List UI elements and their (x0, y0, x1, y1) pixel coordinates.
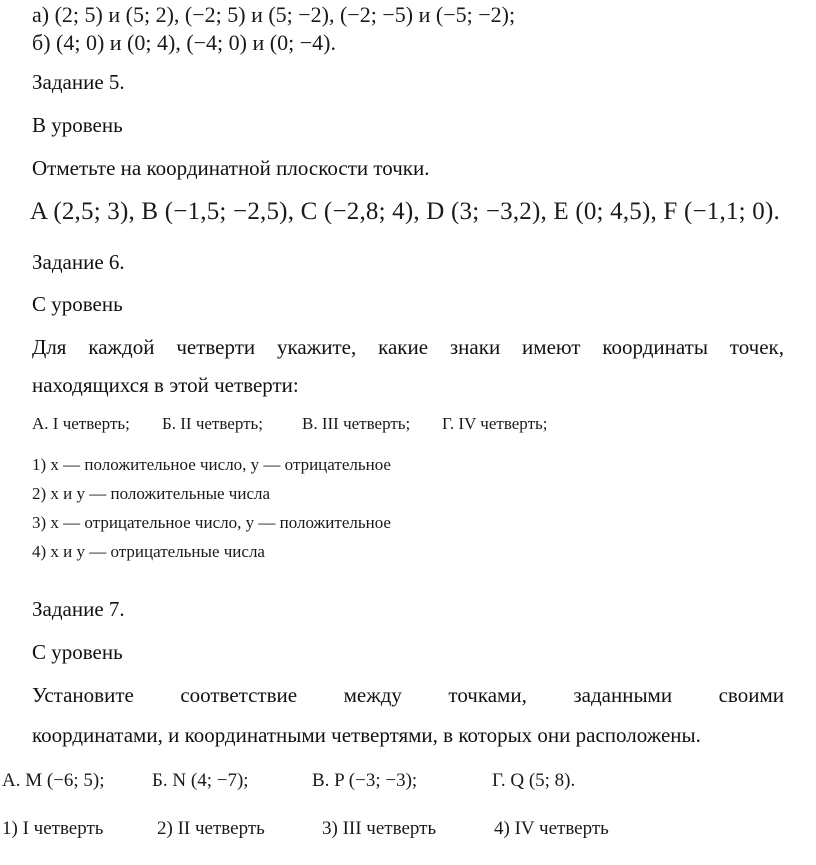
quarter-label: А. I четверть; (32, 414, 130, 433)
sign-option: 3) x — отрицательное число, y — положительное (32, 513, 391, 532)
task5-points: A (2,5; 3), B (−1,5; −2,5), C (−2,8; 4), D (3; −3,2), E (0; 4,5), F (−1,1; 0). (30, 198, 780, 225)
task6-quarters (32, 414, 582, 434)
task7-points (2, 770, 642, 792)
word: четверти (176, 335, 256, 359)
word: соответствие (180, 683, 298, 707)
quarter-label: Б. II четверть; (162, 414, 264, 433)
sign-option: 4) x и y — отрицательные числа (32, 542, 265, 561)
task5-title: Задание 5. (32, 70, 125, 94)
quarter-label: 4) IV четверть (494, 818, 609, 839)
word: какие (378, 335, 429, 359)
task6-title: Задание 6. (32, 250, 125, 274)
quarter-label: Г. IV четверть; (442, 414, 548, 433)
word: между (343, 683, 402, 707)
task7-quarters (2, 818, 654, 840)
point-label: Г. Q (5; 8). (492, 770, 576, 791)
task5-level: В уровень (32, 113, 123, 137)
task7-title: Задание 7. (32, 597, 125, 621)
word: Установите (32, 683, 134, 707)
quarter-label: 1) I четверть (2, 818, 104, 839)
answer-line-b: б) (4; 0) и (0; 4), (−4; 0) и (0; −4). (32, 30, 336, 55)
word: точками, (448, 683, 527, 707)
word: укажите, (277, 335, 357, 359)
quarter-label: 2) II четверть (157, 818, 265, 839)
point-label: В. P (−3; −3); (312, 770, 418, 791)
word: своими (718, 683, 784, 707)
quarter-label: В. III четверть; (302, 414, 411, 433)
word: заданными (573, 683, 673, 707)
sign-option: 2) x и y — положительные числа (32, 484, 271, 503)
word: каждой (88, 335, 155, 359)
sign-option: 1) x — положительное число, y — отрицательное (32, 455, 391, 474)
task5-text: Отметьте на координатной плоскости точки. (32, 156, 430, 180)
word: знаки (449, 335, 501, 359)
task6-level: С уровень (32, 292, 123, 316)
word: точек, (729, 335, 784, 359)
point-label: А. M (−6; 5); (2, 770, 105, 791)
word: координаты (602, 335, 708, 359)
answer-line-a: а) (2; 5) и (5; 2), (−2; 5) и (5; −2), (−2; −5) и (−5; −2); (32, 2, 516, 27)
word: имеют (522, 335, 581, 359)
task7-text-line1 (32, 683, 784, 708)
point-label: Б. N (4; −7); (152, 770, 249, 791)
task6-text-line1 (32, 335, 784, 360)
word: Для (32, 335, 67, 359)
task7-level: С уровень (32, 640, 123, 664)
task7-text-line2: координатами, и координатными четвертями, в которых они расположены. (32, 723, 701, 747)
task6-text-line2: находящихся в этой четверти: (32, 373, 299, 397)
quarter-label: 3) III четверть (322, 818, 437, 839)
